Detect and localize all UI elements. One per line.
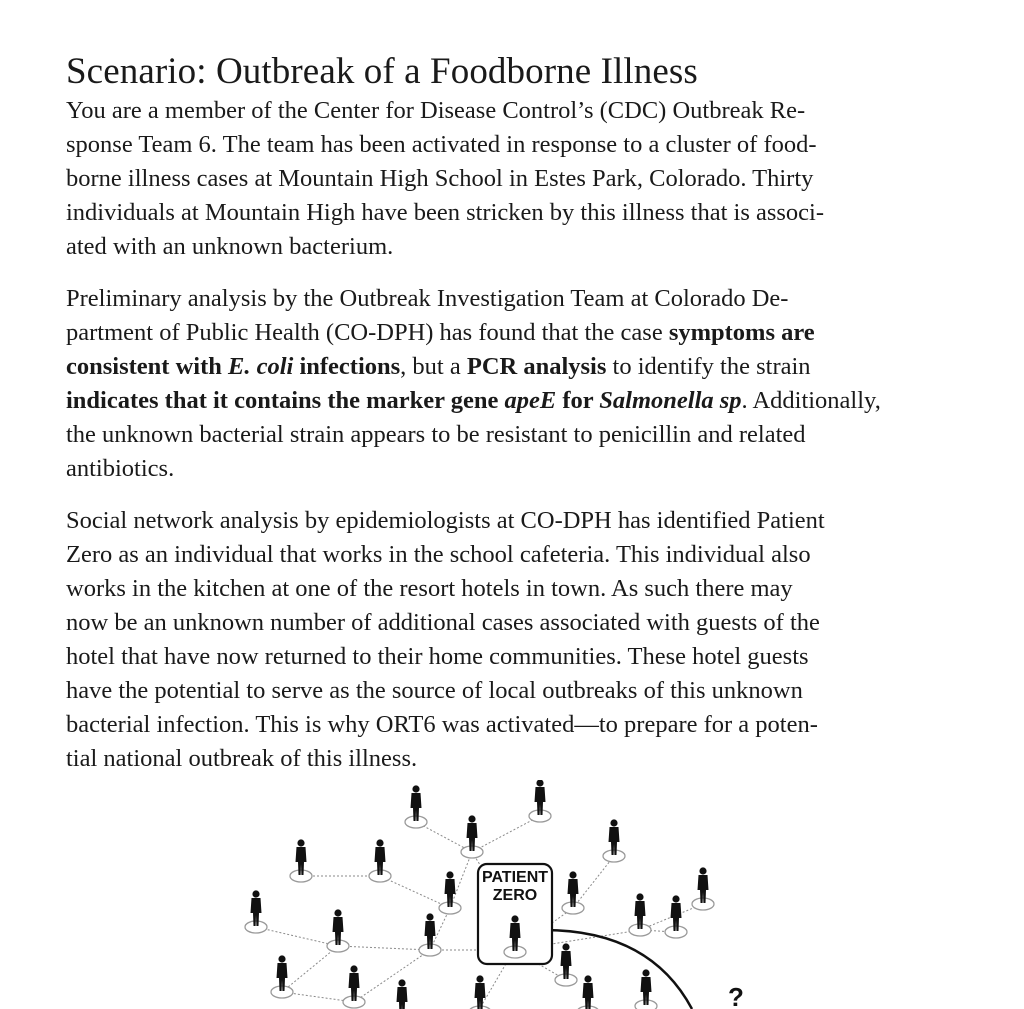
text-line: works in the kitchen at one of the resort hotels in town. As such there may (66, 575, 793, 602)
text-line (66, 350, 966, 384)
text-line: bacterial infection. This is why ORT6 was activated—to prepare for a poten- (66, 711, 818, 738)
text-run: to identify the strain (606, 353, 811, 380)
social-network-illustration (230, 780, 790, 1009)
text-line: Social network analysis by epidemiologists at CO-DPH has identified Patient (66, 507, 825, 534)
person-icon (439, 871, 461, 914)
person-icon (665, 895, 687, 938)
person-icon (369, 839, 391, 882)
person-icon (692, 867, 714, 910)
text-run: partment of Public Health (CO-DPH) has found that the case (66, 319, 669, 346)
text-line (66, 384, 966, 418)
text-run: , but a (400, 353, 467, 380)
person-icon (603, 819, 625, 862)
person-icon (461, 815, 483, 858)
person-icon (343, 965, 365, 1008)
text-line: individuals at Mountain High have been stricken by this illness that is associ- (66, 199, 825, 226)
text-line: sponse Team 6. The team has been activated in response to a cluster of food- (66, 131, 817, 158)
text-line: Preliminary analysis by the Outbreak Investigation Team at Colorado De- (66, 285, 789, 312)
person-icon (529, 780, 551, 822)
patient-zero-label-line1: PATIENT (481, 869, 549, 886)
bold-italic-run: E. coli (227, 353, 294, 380)
text-line: borne illness cases at Mountain High School in Estes Park, Colorado. Thirty (66, 165, 814, 192)
bold-italic-run: apeE (504, 387, 557, 414)
person-icon (391, 979, 413, 1009)
paragraph-team-activation (66, 94, 966, 264)
text-line: tial national outbreak of this illness. (66, 745, 418, 772)
person-icon (271, 955, 293, 998)
person-icon (635, 969, 657, 1009)
person-icon (555, 943, 577, 986)
patient-zero-box (478, 864, 552, 964)
question-mark: ? (728, 982, 744, 1009)
text-line: antibiotics. (66, 455, 175, 482)
bold-run: PCR analysis (466, 353, 607, 380)
person-icon (469, 975, 491, 1009)
scenario-title: Scenario: Outbreak of a Foodborne Illness (66, 51, 698, 92)
text-run: . Additionally, (741, 387, 881, 414)
text-line: the unknown bacterial strain appears to be resistant to penicillin and related (66, 421, 806, 448)
person-icon (629, 893, 651, 936)
text-line: Zero as an individual that works in the school cafeteria. This individual also (66, 541, 811, 568)
bold-run: symptoms are (668, 319, 815, 346)
person-icon (245, 890, 267, 933)
person-icon (562, 871, 584, 914)
text-line: You are a member of the Center for Disease Control’s (CDC) Outbreak Re- (66, 97, 806, 124)
bold-italic-run: Salmonella sp (599, 387, 742, 414)
person-icon (327, 909, 349, 952)
text-line: now be an unknown number of additional cases associated with guests of the (66, 609, 820, 636)
bold-run: for (556, 387, 600, 414)
paragraph-social-network (66, 504, 966, 776)
person-icon (577, 975, 599, 1009)
text-line: hotel that have now returned to their home communities. These hotel guests (66, 643, 809, 670)
bold-run: infections (293, 353, 401, 380)
text-line (66, 316, 966, 350)
text-line: have the potential to serve as the source of local outbreaks of this unknown (66, 677, 803, 704)
bold-run: indicates that it contains the marker gene (66, 387, 505, 414)
text-line: ated with an unknown bacterium. (66, 233, 394, 260)
person-icon (290, 839, 312, 882)
patient-zero-label-line2: ZERO (492, 887, 538, 904)
paragraph-preliminary-analysis (66, 282, 966, 486)
document-page (66, 50, 966, 776)
person-icon (405, 785, 427, 828)
bold-run: consistent with (66, 353, 228, 380)
